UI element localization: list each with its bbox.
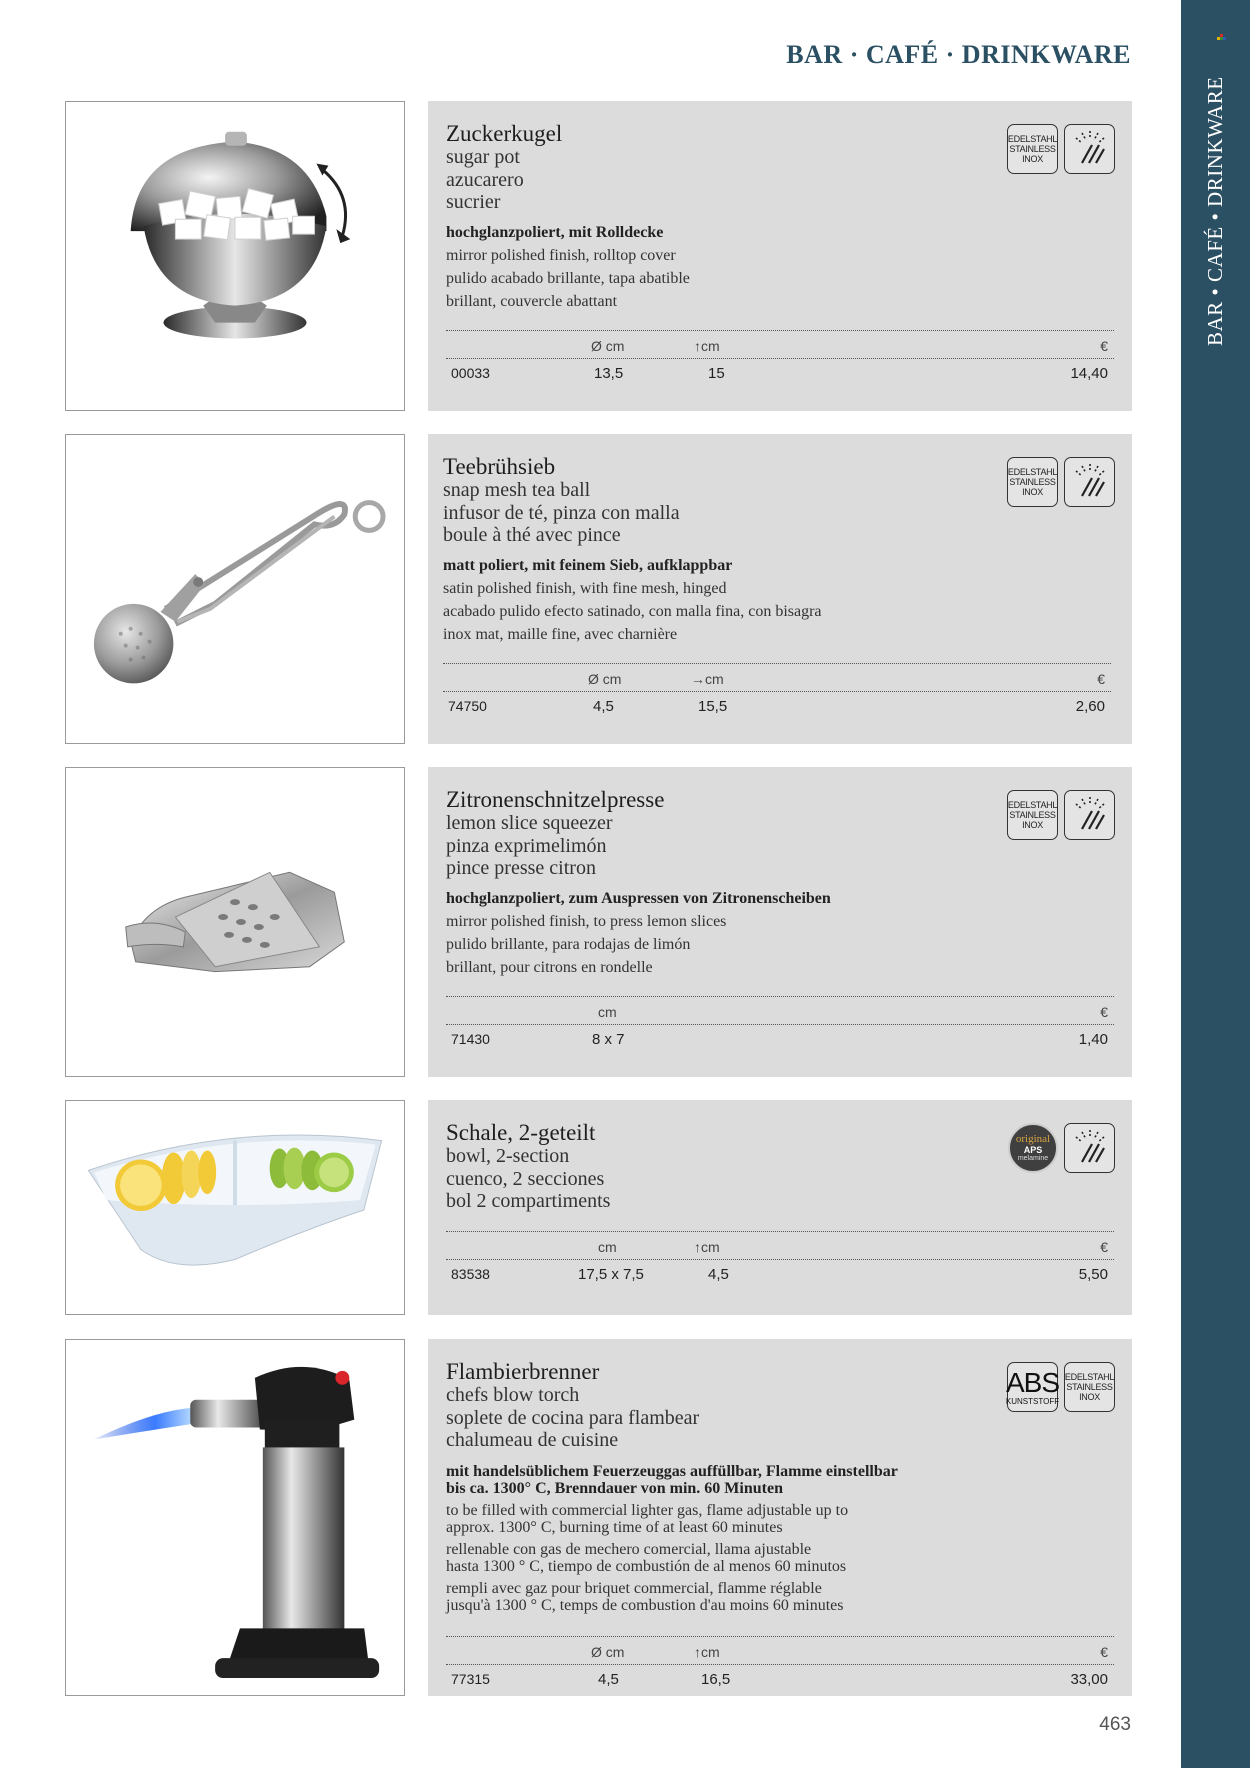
diameter-header: Ø cm: [591, 338, 625, 354]
product-description: mit handelsüblichem Feuerzeuggas auffüllbar, Flamme einstellbar bis ca. 1300° C, Brenndauer von min. 60 Minuten to be filled with commercial lighter gas, flame adjustable up to approx. 1300° C, burning time of at least 60 minutes rellenable con gas de mechero comercial, llama ajustable hasta 1300 ° C, tiempo de combustión de al menos 60 minutos rempli avec gaz pour briquet commercial, flamme réglable jusqu'à 1300 ° C, temps de combustion d'au moins 60 minutes: [446, 1463, 898, 1614]
stainless-steel-icon: EDELSTAHL STAINLESS INOX: [1007, 790, 1058, 840]
product-name-en: sugar pot: [446, 146, 520, 168]
dishwasher-safe-icon: [1064, 457, 1115, 507]
material-icons: [1008, 1123, 1115, 1173]
abs-plastic-icon: ABS KUNSTSTOFF: [1007, 1362, 1058, 1412]
spec-table: cm € 71430 8 x 7 1,40: [446, 996, 1114, 1050]
product-names: Schale, 2-geteilt bowl, 2-section cuenco, 2 secciones bol 2 compartiments: [446, 1120, 611, 1212]
product-image: [65, 1339, 405, 1696]
height-header: ↑cm: [694, 1644, 720, 1660]
page-title: BAR · CAFÉ · DRINKWARE: [786, 40, 1131, 69]
dishwasher-safe-icon: [1064, 124, 1115, 174]
product-image: [65, 767, 405, 1077]
currency-header: €: [1100, 338, 1108, 354]
material-icons: [1007, 790, 1115, 840]
product-image: [65, 434, 405, 744]
product-name-de: Zuckerkugel: [446, 121, 563, 146]
color-dots-icon: [1217, 34, 1227, 44]
diameter-value: 13,5: [594, 365, 624, 382]
spec-table: [446, 330, 1114, 384]
melamine-badge-icon: original APS melamine: [1008, 1123, 1058, 1173]
product-description: matt poliert, mit feinem Sieb, aufklappbar satin polished finish, with fine mesh, hinged acabado pulido efecto satinado, con malla fina, con bisagra inox mat, maille fine, avec charnière: [443, 557, 822, 643]
product-description: hochglanzpoliert, mit Rolldecke mirror polished finish, rolltop cover pulido acabado brillante, tapa abatible brillant, couvercle abattant: [446, 224, 690, 310]
arrow-right-icon: →: [691, 671, 705, 687]
product-names: [446, 121, 562, 214]
product-info: [428, 767, 1132, 1077]
product-info: [428, 1100, 1132, 1315]
product-image: [65, 1100, 405, 1315]
spec-table: Ø cm ↑cm € 77315 4,5 16,5 33,00: [446, 1636, 1114, 1690]
material-icons: [1007, 1362, 1115, 1412]
product-info: [428, 101, 1132, 411]
stainless-steel-icon: EDELSTAHL STAINLESS INOX: [1007, 124, 1058, 174]
dishwasher-safe-icon: [1064, 790, 1115, 840]
product-info: [428, 434, 1132, 744]
stainless-steel-icon: EDELSTAHL STAINLESS INOX: [1064, 1362, 1115, 1412]
material-icons: [1007, 124, 1115, 174]
material-icons: [1007, 457, 1115, 507]
product-image: [65, 101, 405, 411]
arrow-up-icon: ↑: [694, 338, 701, 354]
product-name-es: azucarero: [446, 168, 524, 191]
dishwasher-safe-icon: [1064, 1123, 1115, 1173]
arrow-up-icon: ↑: [694, 1644, 701, 1660]
product-description: hochglanzpoliert, zum Auspressen von Zitronenscheiben mirror polished finish, to press lemon slices pulido brillante, para rodajas de limón brillant, pour citrons en rondelle: [446, 890, 831, 976]
product-name-fr: sucrier: [446, 191, 501, 213]
page-number: 463: [1099, 1714, 1131, 1735]
length-header: →cm: [691, 671, 724, 687]
height-value: 15: [708, 365, 725, 382]
height-header: ↑cm: [694, 338, 720, 354]
height-header: ↑cm: [694, 1239, 720, 1255]
product-names: Teebrühsieb snap mesh tea ball infusor de té, pinza con malla boule à thé avec pince: [443, 454, 680, 546]
article-number: 00033: [451, 365, 490, 381]
arrow-up-icon: ↑: [694, 1239, 701, 1255]
spec-table: cm ↑cm € 83538 17,5 x 7,5 4,5 5,50: [446, 1231, 1114, 1285]
spec-table: Ø cm →cm € 74750 4,5 15,5 2,60: [443, 663, 1111, 717]
product-names: Flambierbrenner chefs blow torch soplete de cocina para flambear chalumeau de cuisine: [446, 1359, 700, 1451]
product-names: Zitronenschnitzelpresse lemon slice squeezer pinza exprimelimón pince presse citron: [446, 787, 665, 879]
product-info: [428, 1339, 1132, 1696]
price: 14,40: [1070, 365, 1108, 382]
stainless-steel-icon: EDELSTAHL STAINLESS INOX: [1007, 457, 1058, 507]
